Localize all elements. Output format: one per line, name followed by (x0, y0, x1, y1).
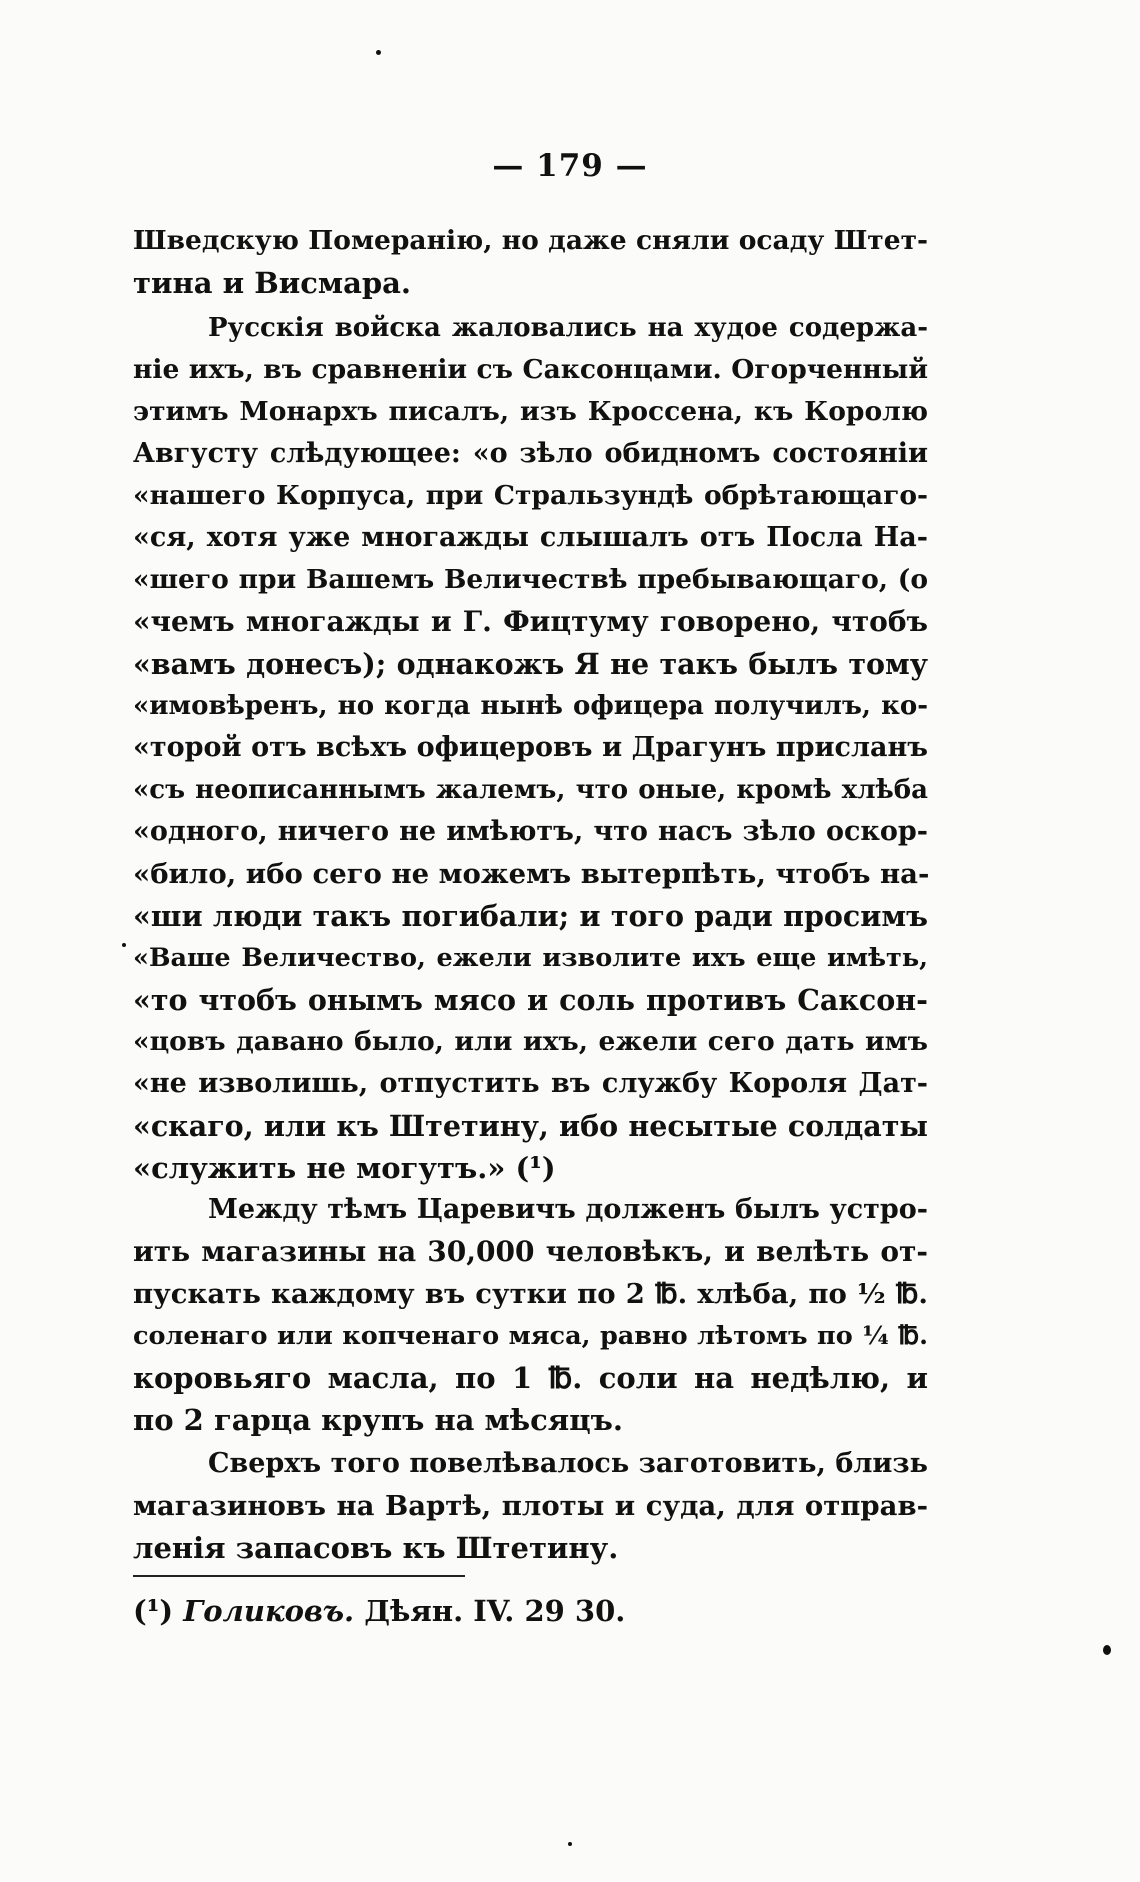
text-line: этимъ Монархъ писалъ, изъ Кроссена, къ Королю (133, 396, 928, 427)
text-line: «ши люди такъ погибали; и того ради просимъ (133, 899, 928, 933)
text-line: «шего при Вашемъ Величествѣ пребывающаго, (о (133, 564, 928, 595)
text-line: Шведскую Померанію, но даже сняли осаду Штет- (133, 225, 928, 256)
footnote-reference: Дѣян. IV. 29 30. (364, 1594, 626, 1628)
ink-speck (568, 1842, 572, 1846)
text-line: Русскія войска жаловались на худое содержа- (208, 313, 928, 343)
text-line: «било, ибо сего не можемъ вытерпѣть, чтобъ на- (133, 858, 930, 890)
text-line: «одного, ничего не имѣютъ, что насъ зѣло оскор- (133, 816, 928, 847)
text-line: магазиновъ на Вартѣ, плоты и суда, для отправ- (133, 1490, 928, 1522)
footnote-source: Голиковъ. (183, 1594, 355, 1628)
text-line: «чемъ многажды и Г. Фицтуму говорено, чтобъ (133, 605, 928, 638)
text-line: коровьяго масла, по 1 ℔. соли на недѣлю, и (133, 1361, 928, 1395)
text-line: «служить не могутъ.» (¹) (133, 1151, 556, 1185)
text-line: по 2 гарца крупъ на мѣсяцъ. (133, 1403, 623, 1437)
footnote-divider (133, 1575, 465, 1577)
text-line: «торой отъ всѣхъ офицеровъ и Драгунъ присланъ (133, 732, 928, 763)
text-line: «вамъ донесъ); однакожъ Я не такъ былъ тому (133, 647, 928, 681)
text-line: «Ваше Величество, ежели изволите ихъ еще имѣть, (133, 943, 928, 973)
text-line: пускать каждому въ сутки по 2 ℔. хлѣба, по ½ ℔. (133, 1278, 928, 1310)
footnote-marker: (¹) (133, 1594, 174, 1628)
text-line: соленаго или копченаго мяса, равно лѣтомъ по ¼ ℔. (133, 1321, 928, 1351)
ink-speck (1103, 1645, 1111, 1655)
ink-speck (122, 943, 126, 947)
text-line: «ся, хотя уже многажды слышалъ отъ Посла На- (133, 522, 928, 553)
text-line: ніе ихъ, въ сравненіи съ Саксонцами. Огорченный (133, 354, 928, 385)
text-line: «имовѣренъ, но когда нынѣ офицера получилъ, ко- (133, 691, 928, 721)
text-line: «не изволишь, отпустить въ службу Короля Дат- (133, 1068, 928, 1099)
footnote (133, 1590, 625, 1632)
text-line: «нашего Корпуса, при Стральзундѣ обрѣтающаго- (133, 480, 928, 511)
text-line: «скаго, или къ Штетину, ибо несытые солдаты (133, 1109, 928, 1143)
text-line: «цовъ давано было, или ихъ, ежели сего дать имъ (133, 1026, 928, 1057)
text-line: «съ неописаннымъ жалемъ, что оные, кромѣ хлѣба (133, 775, 928, 805)
text-line: тина и Висмара. (133, 266, 412, 300)
text-line: Сверхъ того повелѣвалось заготовить, близь (208, 1448, 928, 1479)
ink-speck (376, 50, 381, 55)
text-line: «то чтобъ онымъ мясо и соль противъ Саксон- (133, 983, 928, 1017)
text-line: ленія запасовъ къ Штетину. (133, 1531, 619, 1565)
text-line: Августу слѣдующее: «о зѣло обидномъ состояніи (133, 438, 928, 469)
text-line: ить магазины на 30,000 человѣкъ, и велѣть от- (133, 1235, 928, 1268)
text-line: Между тѣмъ Царевичъ долженъ былъ устро- (208, 1194, 928, 1225)
page-number: — 179 — (492, 148, 648, 184)
